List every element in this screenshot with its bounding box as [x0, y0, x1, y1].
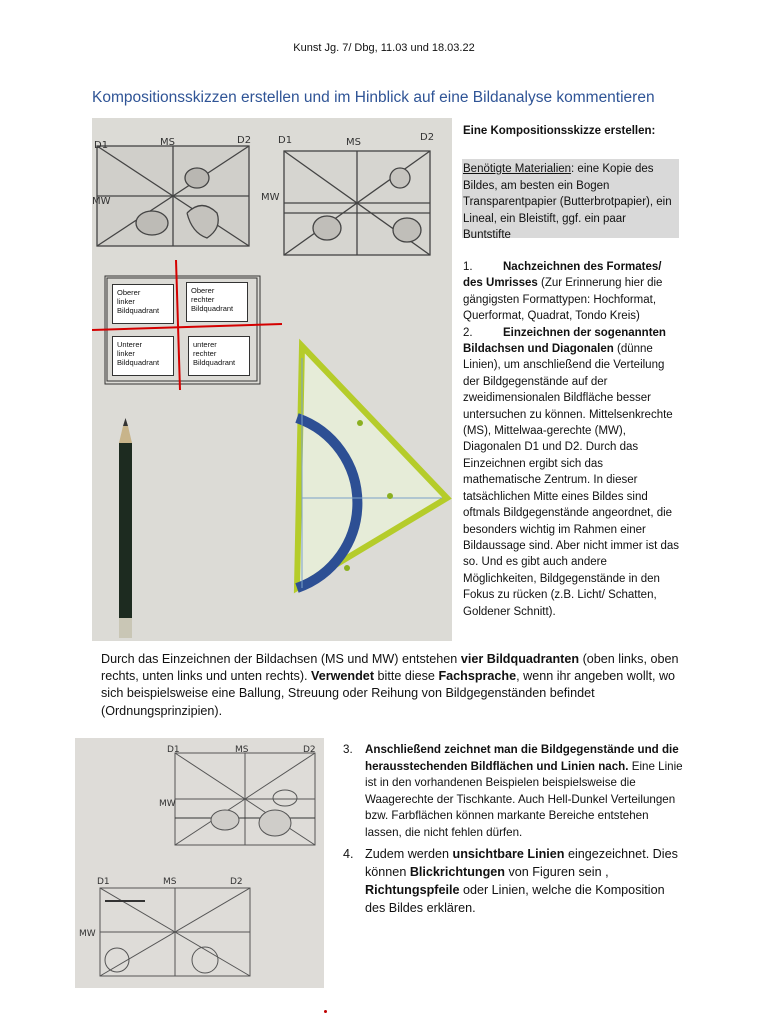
- sketch-label: MW: [79, 929, 96, 939]
- paragraph-text: (oben links, oben rechts, unten links und unten rechts).: [101, 652, 679, 684]
- quadrant-label-line: unterer: [193, 340, 217, 349]
- step-text: eingezeichnet. Dies können: [365, 847, 678, 879]
- sketch-label: MS: [235, 745, 249, 755]
- quadrant-label-line: Bildquadrant: [117, 306, 160, 315]
- quadrant-label-line: rechter: [191, 295, 215, 304]
- sketch-label: D2: [237, 135, 252, 146]
- step-bold: Nachzeichnen des Formates/ des Umrisses: [463, 261, 662, 290]
- composition-sketch-photo: [92, 118, 452, 641]
- sketch-label: MW: [159, 799, 176, 809]
- sketch-illustration: [92, 118, 452, 641]
- materials-label: Benötigte Materialien: [463, 163, 572, 175]
- paragraph-bold: Verwendet: [311, 669, 375, 684]
- materials-paragraph: [463, 161, 677, 244]
- step-text: (dünne Linien), um anschließend die Verteilung der Bildgegenstände auf der zweidimensionalen Bildfläche besser untersuchen zu können. Mittelsenkrechte (MS), Mittelwaa-gerechte (MW), Diagonalen D1 und D2. Durch das Einzeichnen ergibt sich das mathematische Zentrum. In dieser tatsächlichen Mitte eines Bildes sind oftmals Bildgegenstände angeordnet, die besonders wichtig im Rahmen einer Bildaussage sind. Aber nicht immer ist das so. Und es gibt auch andere Möglichkeiten, Bildgegenstände in den Fokus zu rücken (z.B. Licht/ Schatten, Goldener Schnitt).: [463, 343, 680, 618]
- sketch-label: D2: [303, 745, 316, 755]
- sketch-label: MW: [261, 192, 280, 203]
- red-dot-marker: [324, 1010, 327, 1013]
- paragraph-text: bitte diese: [374, 669, 439, 684]
- paragraph-bold: Fachsprache: [438, 669, 517, 684]
- quadrant-label-line: Oberer: [191, 286, 215, 295]
- step-text: Zudem werden: [365, 847, 453, 861]
- paragraph-bold: vier Bildquadranten: [460, 652, 580, 666]
- sketch-label: MS: [160, 137, 175, 148]
- steps-list: [463, 259, 681, 620]
- step-number: 2.: [463, 326, 473, 339]
- sketch-label: D1: [278, 135, 293, 146]
- quadrant-label-line: Bildquadrant: [117, 358, 160, 367]
- step-text: von Figuren sein ,: [505, 865, 609, 879]
- sketch-label: D1: [94, 140, 109, 151]
- quadrant-label-top-right: [186, 282, 248, 322]
- step-4: [343, 845, 688, 917]
- quadrant-label-bottom-right: [188, 336, 250, 376]
- step-bold: Einzeichnen der sogenannten Bildachsen und Diagonalen: [463, 326, 666, 356]
- document-header: Kunst Jg. 7/ Dbg, 11.03 und 18.03.22: [293, 42, 475, 54]
- step-2: [463, 325, 681, 620]
- quadrant-label-line: Bildquadrant: [193, 358, 236, 367]
- step-text: oder Linien, welche die Komposition des Bildes erklären.: [365, 883, 665, 915]
- quadrant-label-top-left: [112, 284, 174, 324]
- quadrant-label-line: Bildquadrant: [191, 304, 234, 313]
- quadrant-label-bottom-left: [112, 336, 174, 376]
- document-title: Kompositionsskizzen erstellen und im Hinblick auf eine Bildanalyse kommentieren: [92, 89, 655, 106]
- step-bold: unsichtbare Linien: [452, 847, 565, 861]
- materials-text: : eine Kopie des Bildes, am besten ein Bogen Transparentpapier (Butterbrotpapier), ein Lineal, ein Bleistift, ggf. ein paar Buntstifte: [463, 163, 672, 241]
- sketch-label: D1: [97, 877, 110, 887]
- sketch-label: MS: [163, 877, 177, 887]
- step-bold: Richtungspfeile: [365, 883, 460, 897]
- step-text: (Zur Erinnerung hier die gängigsten Formattypen: Hochformat, Querformat, Quadrat, Tondo Kreis): [463, 277, 663, 323]
- section-heading: Eine Kompositionsskizze erstellen:: [463, 125, 656, 137]
- sketch-label: MW: [92, 196, 111, 207]
- step-bold: Anschließend zeichnet man die Bildgegenstände und die herausstechenden Bildflächen und Linien nach.: [365, 743, 679, 773]
- step-bold: Blickrichtungen: [409, 865, 505, 879]
- sketch-label: D2: [420, 132, 435, 143]
- quadrants-paragraph: [101, 651, 681, 720]
- quadrant-label-line: Unterer: [117, 340, 143, 349]
- sketch-examples-illustration: [75, 738, 324, 988]
- quadrant-label-line: rechter: [193, 349, 217, 358]
- sketch-label: MS: [346, 137, 361, 148]
- step-number: 4.: [343, 847, 354, 861]
- step-3: [343, 742, 688, 841]
- paragraph-text: , wenn ihr angeben wollt, wo sich beispielsweise eine Ballung, Streuung oder Reihung von Bildgegenständen befindet (Ordnungsprinzipien).: [101, 669, 676, 718]
- step-text: Eine Linie ist in den vorhandenen Beispielen beispielsweise die Waagerechte der Tischkante. Auch Hell-Dunkel Verteilungen bzw. Farbflächen können markante Bereiche entstehen lassen, die nicht fehlen dürfen.: [365, 759, 683, 839]
- step-number: 1.: [463, 261, 473, 273]
- steps-list-continued: [343, 742, 688, 917]
- sketch-examples-photo: [75, 738, 324, 988]
- quadrant-label-line: Oberer: [117, 288, 141, 297]
- sketch-label: D2: [230, 877, 243, 887]
- quadrant-label-line: linker: [117, 349, 135, 358]
- quadrant-label-line: linker: [117, 297, 135, 306]
- paragraph-text: Durch das Einzeichnen der Bildachsen (MS und MW) entstehen: [101, 652, 461, 666]
- step-1: [463, 259, 681, 325]
- step-number: 3.: [343, 743, 353, 756]
- sketch-label: D1: [167, 745, 180, 755]
